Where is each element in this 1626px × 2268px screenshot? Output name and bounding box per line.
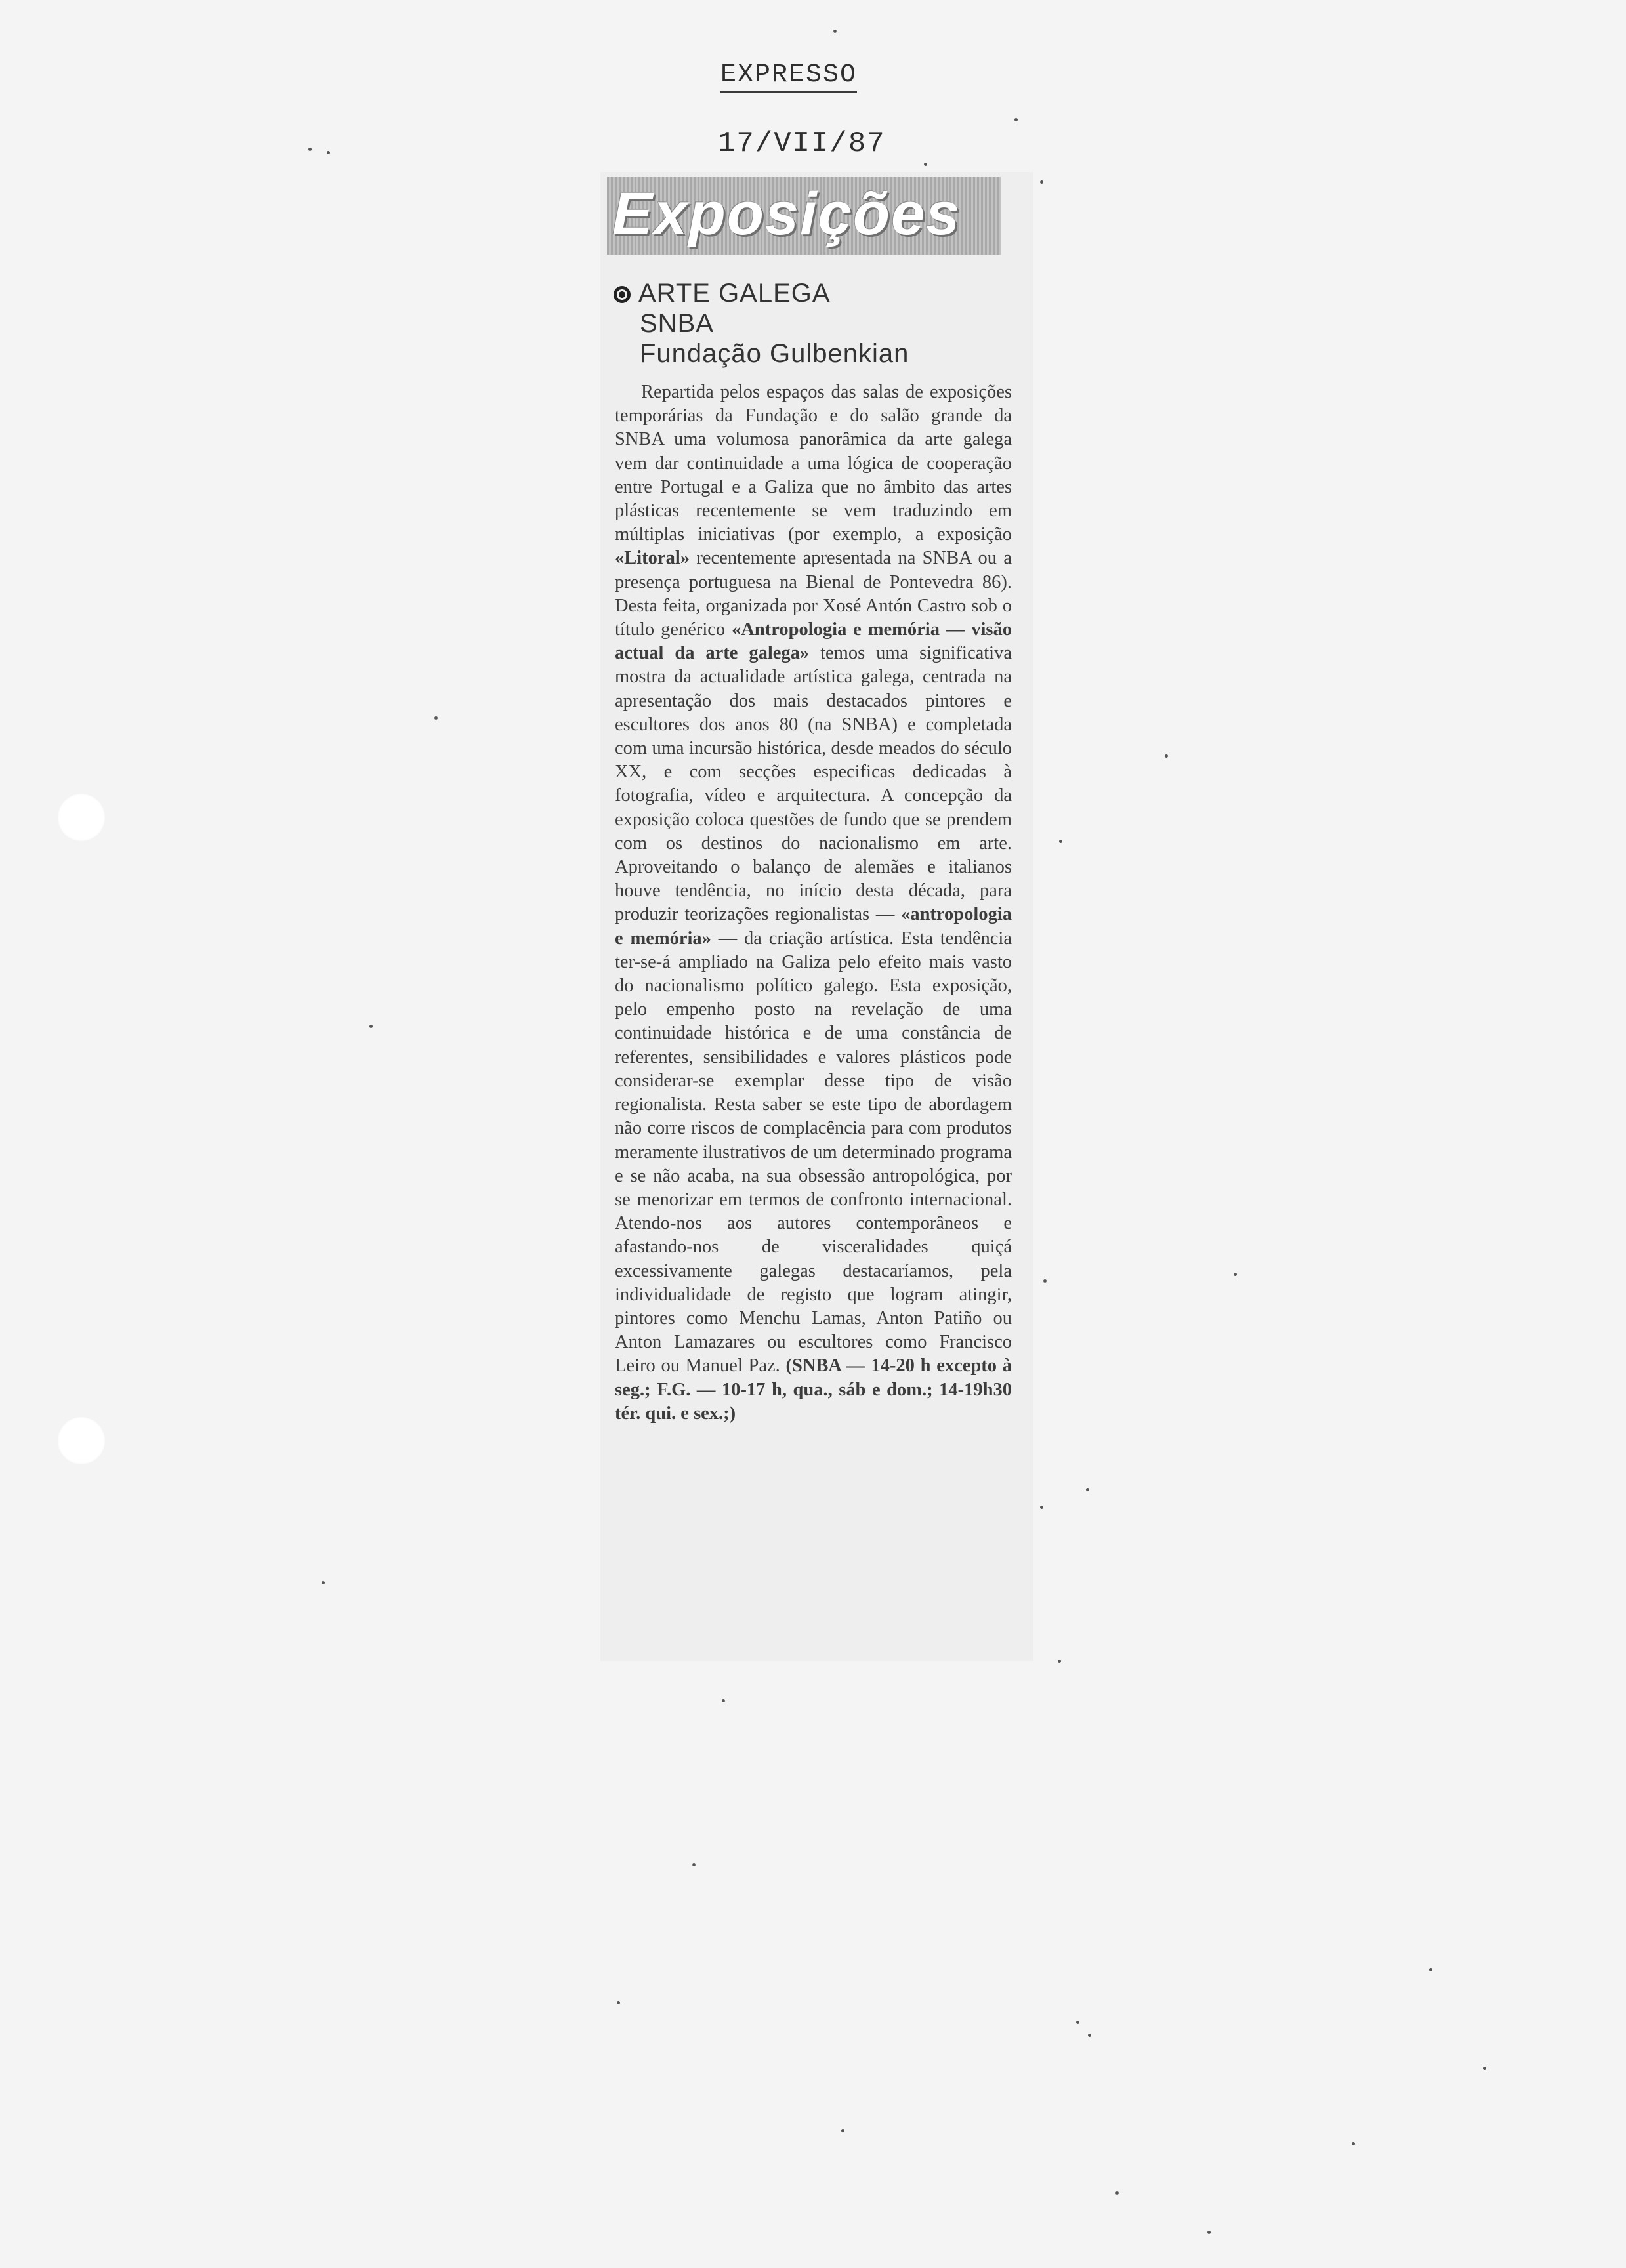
heading-line-1: ARTE GALEGA [638,279,831,308]
section-title: Exposições [612,180,961,247]
heading-line-2: SNBA [640,309,714,338]
heading-line-3: Fundação Gulbenkian [640,339,909,368]
body-text-part-3: temos uma significativa mostra da actualidade artística galega, centrada na apresentação dos mais destacados pintores e escultores dos anos 80 (na SNBA) e completada com uma incursão histórica, desde meados do século XX, e com secções especificas dedicadas à fotografia, vídeo e arquitectura. A concepção da exposição coloca questões de fundo que se prendem com os destinos do nacionalismo em arte. Aproveitando o balanço de alemães e italianos houve tendência, no início desta década, para produzir teorizações regionalistas — [615,643,1012,925]
body-bold-4: (SNBA — 14-20 h excepto à seg.; F.G. — 10-17 h, qua., sáb e dom.; 14-19h30 tér. qui. e sex.;) [615,1355,1012,1424]
body-bold-2: «Antropologia e memória — visão actual da arte galega» [615,619,1012,664]
body-text-part-2: recentemente apresentada na SNBA ou a presença portuguesa na Bienal de Pontevedra 86). Desta feita, organizada por Xosé Antón Castro sob o título genérico [615,548,1012,640]
body-bold-1: «Litoral» [615,548,690,569]
article-heading [614,278,909,369]
body-bold-3: «antropologia e memória» [615,904,1012,949]
punch-hole-bottom [58,1417,105,1464]
newspaper-name: EXPRESSO [720,60,857,93]
punch-hole-top [58,794,105,841]
newspaper-clipping [600,172,1033,1661]
body-text-part-4: — da criação artística. Esta tendência ter-se-á ampliado na Galiza pelo efeito mais vasto do nacionalismo político galego. Esta exposição, pelo empenho posto na revelação de uma continuidade histórica e de uma constância de referentes, sensibilidades e valores plásticos pode considerar-se exemplar desse tipo de visão regionalista. Resta saber se este tipo de abordagem não corre riscos de complacência para com produtos meramente ilustrativos de um determinado programa e se não acaba, na sua obsessão antropológica, por se menorizar em termos de confronto internacional. Atendo-nos aos autores contemporâneos e afastando-nos de visceralidades quiçá excessivamente galegas destacaríamos, pela individualidade de registo que logram atingir, pintores como Menchu Lamas, Anton Patiño ou Anton Lamazares ou escultores como Francisco Leiro ou Manuel Paz. [615,928,1012,1376]
article-body [615,381,1012,1426]
clipping-date: 17/VII/87 [718,127,886,160]
body-text-part-1: Repartida pelos espaços das salas de exposições temporárias da Fundação e do salão grande da SNBA uma volumosa panorâmica da arte galega vem dar continuidade a uma lógica de cooperação entre Portugal e a Galiza que no âmbito das artes plásticas recentemente se vem traduzindo em múltiplas iniciativas (por exemplo, a exposição [615,382,1012,545]
bullet-icon [614,286,631,303]
section-banner [607,177,1001,255]
